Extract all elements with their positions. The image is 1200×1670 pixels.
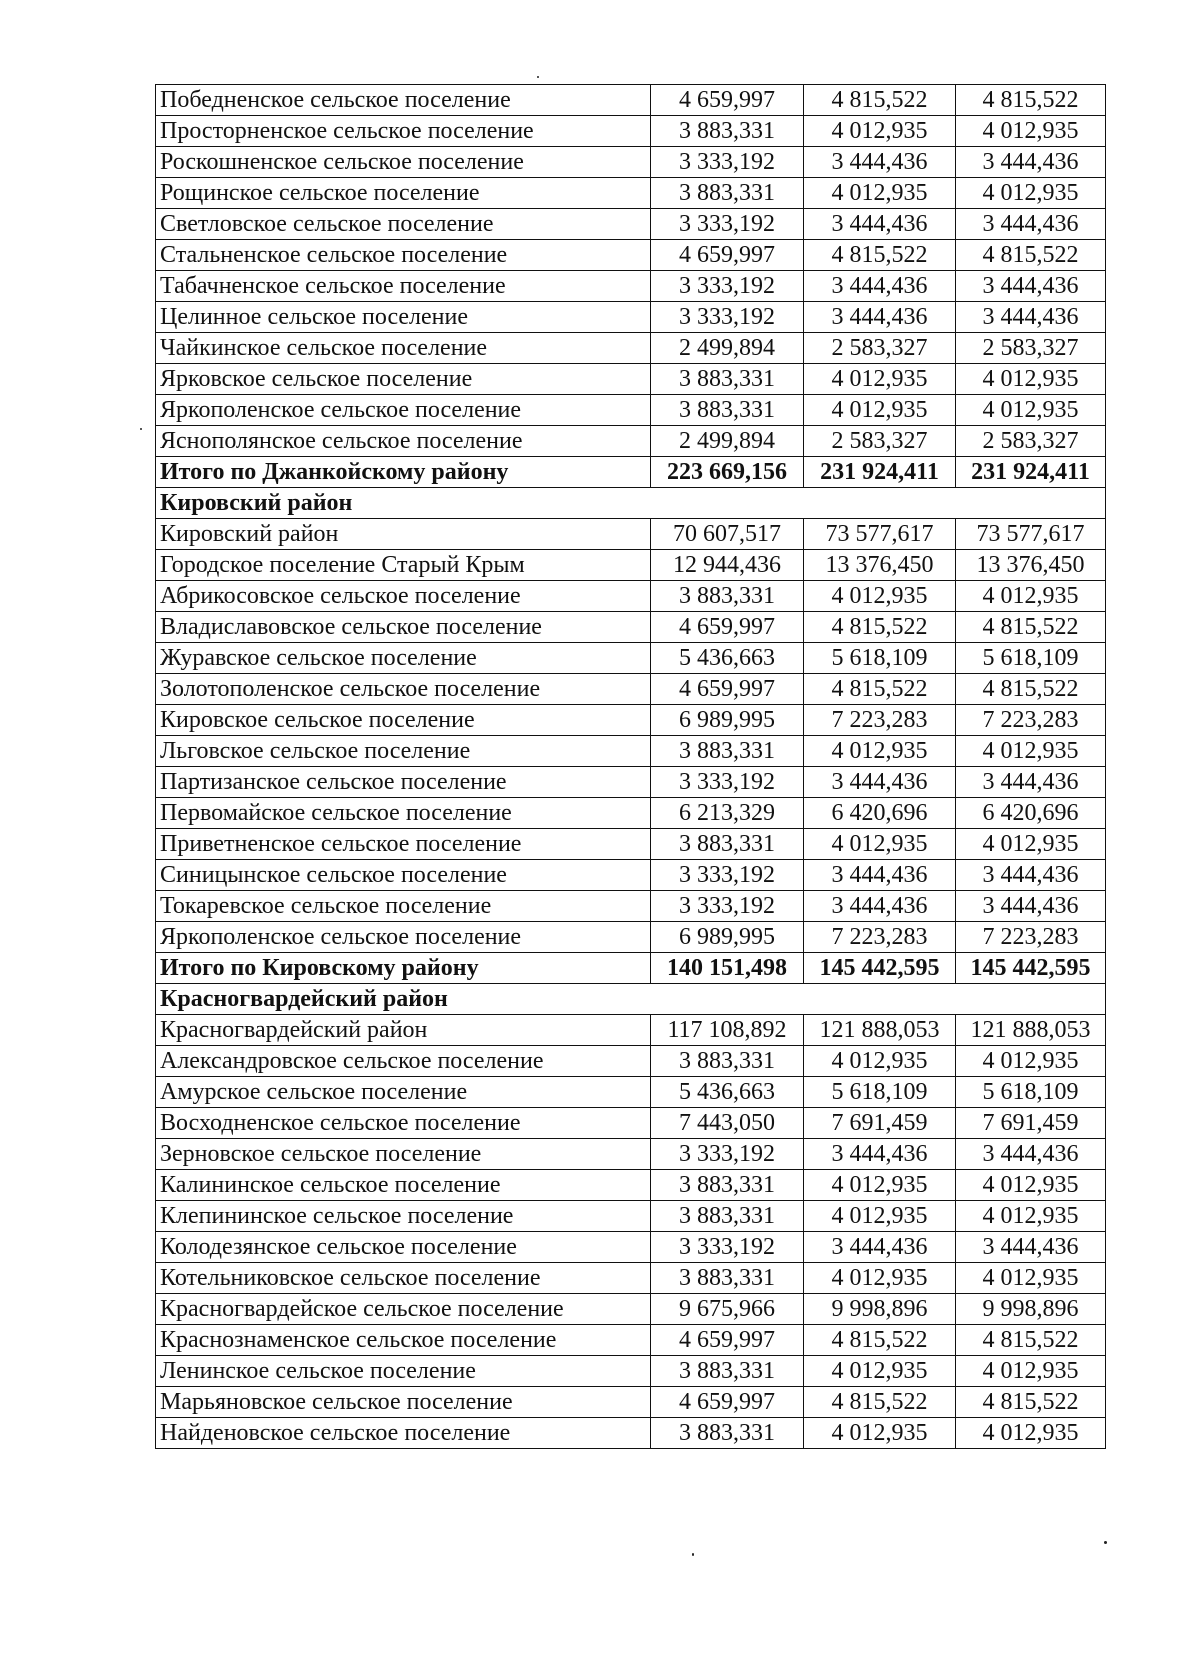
settlement-name-cell: Котельниковское сельское поселение <box>156 1263 651 1294</box>
value-cell-3: 4 815,522 <box>956 85 1106 116</box>
value-cell-3: 4 815,522 <box>956 674 1106 705</box>
settlement-name-cell: Синицынское сельское поселение <box>156 860 651 891</box>
value-cell-2: 6 420,696 <box>804 798 956 829</box>
value-cell-3: 2 583,327 <box>956 333 1106 364</box>
value-cell-2: 3 444,436 <box>804 209 956 240</box>
value-cell-1: 5 436,663 <box>651 1077 804 1108</box>
value-cell-1: 7 443,050 <box>651 1108 804 1139</box>
settlement-name-cell: Яркополенское сельское поселение <box>156 395 651 426</box>
value-cell-3: 4 012,935 <box>956 581 1106 612</box>
value-cell-3: 4 012,935 <box>956 1356 1106 1387</box>
value-cell-1: 6 213,329 <box>651 798 804 829</box>
table-row <box>156 333 1106 364</box>
table-row <box>156 1232 1106 1263</box>
value-cell-1: 4 659,997 <box>651 1325 804 1356</box>
value-cell-3: 4 012,935 <box>956 1263 1106 1294</box>
value-cell-1: 3 333,192 <box>651 271 804 302</box>
settlement-name-cell: Приветненское сельское поселение <box>156 829 651 860</box>
settlement-name-cell: Красногвардейское сельское поселение <box>156 1294 651 1325</box>
value-cell-3: 4 815,522 <box>956 612 1106 643</box>
value-cell-2: 4 012,935 <box>804 395 956 426</box>
value-cell-1: 9 675,966 <box>651 1294 804 1325</box>
value-cell-1: 2 499,894 <box>651 333 804 364</box>
value-cell-2: 4 815,522 <box>804 1387 956 1418</box>
value-cell-3: 5 618,109 <box>956 643 1106 674</box>
value-cell-2: 3 444,436 <box>804 302 956 333</box>
value-cell-1: 3 883,331 <box>651 1263 804 1294</box>
table-row <box>156 1263 1106 1294</box>
value-cell-3: 4 012,935 <box>956 178 1106 209</box>
table-row <box>156 1046 1106 1077</box>
value-cell-2: 73 577,617 <box>804 519 956 550</box>
settlement-name-cell: Яркополенское сельское поселение <box>156 922 651 953</box>
settlement-name-cell: Клепининское сельское поселение <box>156 1201 651 1232</box>
settlement-name-cell: Кировское сельское поселение <box>156 705 651 736</box>
value-cell-2: 9 998,896 <box>804 1294 956 1325</box>
value-cell-2: 4 012,935 <box>804 116 956 147</box>
settlement-name-cell: Александровское сельское поселение <box>156 1046 651 1077</box>
value-cell-2: 4 815,522 <box>804 612 956 643</box>
value-cell-3: 4 012,935 <box>956 1170 1106 1201</box>
table-row <box>156 240 1106 271</box>
value-cell-1: 3 333,192 <box>651 147 804 178</box>
section-header-row <box>156 984 1106 1015</box>
value-cell-2: 3 444,436 <box>804 1139 956 1170</box>
table-row <box>156 1015 1106 1046</box>
budget-allocation-table <box>155 84 1106 1449</box>
table-row <box>156 798 1106 829</box>
value-cell-2: 4 012,935 <box>804 1356 956 1387</box>
settlement-name-cell: Журавское сельское поселение <box>156 643 651 674</box>
settlement-name-cell: Чайкинское сельское поселение <box>156 333 651 364</box>
value-cell-2: 7 223,283 <box>804 705 956 736</box>
table-row <box>156 736 1106 767</box>
value-cell-3: 3 444,436 <box>956 209 1106 240</box>
value-cell-2: 3 444,436 <box>804 147 956 178</box>
value-cell-2: 2 583,327 <box>804 333 956 364</box>
value-cell-1: 3 883,331 <box>651 364 804 395</box>
settlement-name-cell: Зерновское сельское поселение <box>156 1139 651 1170</box>
table-row <box>156 891 1106 922</box>
table-row <box>156 705 1106 736</box>
value-cell-1: 3 883,331 <box>651 581 804 612</box>
value-cell-1: 4 659,997 <box>651 240 804 271</box>
table-row <box>156 1201 1106 1232</box>
settlement-name-cell: Льговское сельское поселение <box>156 736 651 767</box>
value-cell-1: 3 333,192 <box>651 1139 804 1170</box>
value-cell-2: 4 815,522 <box>804 674 956 705</box>
settlement-name-cell: Красногвардейский район <box>156 1015 651 1046</box>
value-cell-3: 7 691,459 <box>956 1108 1106 1139</box>
table-row <box>156 767 1106 798</box>
value-cell-1: 3 333,192 <box>651 767 804 798</box>
value-cell-1: 117 108,892 <box>651 1015 804 1046</box>
value-cell-2: 4 012,935 <box>804 581 956 612</box>
value-cell-1: 3 883,331 <box>651 736 804 767</box>
settlement-name-cell: Восходненское сельское поселение <box>156 1108 651 1139</box>
value-cell-2: 13 376,450 <box>804 550 956 581</box>
table-row <box>156 550 1106 581</box>
value-cell-3: 3 444,436 <box>956 302 1106 333</box>
table-row <box>156 829 1106 860</box>
settlement-name-cell: Ярковское сельское поселение <box>156 364 651 395</box>
value-cell-3: 4 815,522 <box>956 1387 1106 1418</box>
value-cell-1: 6 989,995 <box>651 922 804 953</box>
value-cell-1: 223 669,156 <box>651 457 804 488</box>
value-cell-3: 9 998,896 <box>956 1294 1106 1325</box>
value-cell-3: 4 012,935 <box>956 116 1106 147</box>
value-cell-3: 6 420,696 <box>956 798 1106 829</box>
settlement-name-cell: Найденовское сельское поселение <box>156 1418 651 1449</box>
value-cell-2: 4 012,935 <box>804 1418 956 1449</box>
value-cell-3: 4 815,522 <box>956 240 1106 271</box>
total-row <box>156 953 1106 984</box>
settlement-name-cell: Марьяновское сельское поселение <box>156 1387 651 1418</box>
table-row <box>156 519 1106 550</box>
value-cell-3: 2 583,327 <box>956 426 1106 457</box>
value-cell-3: 13 376,450 <box>956 550 1106 581</box>
value-cell-3: 3 444,436 <box>956 147 1106 178</box>
settlement-name-cell: Первомайское сельское поселение <box>156 798 651 829</box>
settlement-name-cell: Золотополенское сельское поселение <box>156 674 651 705</box>
value-cell-1: 3 883,331 <box>651 178 804 209</box>
scan-speck <box>692 1553 694 1556</box>
value-cell-1: 3 883,331 <box>651 829 804 860</box>
value-cell-3: 231 924,411 <box>956 457 1106 488</box>
settlement-name-cell: Амурское сельское поселение <box>156 1077 651 1108</box>
value-cell-1: 4 659,997 <box>651 1387 804 1418</box>
table-row <box>156 1356 1106 1387</box>
table-row <box>156 178 1106 209</box>
value-cell-2: 2 583,327 <box>804 426 956 457</box>
value-cell-3: 73 577,617 <box>956 519 1106 550</box>
section-header: Кировский район <box>156 488 1106 519</box>
settlement-name-cell: Кировский район <box>156 519 651 550</box>
value-cell-3: 3 444,436 <box>956 767 1106 798</box>
table-row <box>156 1387 1106 1418</box>
table-row <box>156 581 1106 612</box>
settlement-name-cell: Целинное сельское поселение <box>156 302 651 333</box>
value-cell-3: 4 815,522 <box>956 1325 1106 1356</box>
settlement-name-cell: Стальненское сельское поселение <box>156 240 651 271</box>
value-cell-2: 4 012,935 <box>804 1263 956 1294</box>
table-row <box>156 1325 1106 1356</box>
value-cell-2: 3 444,436 <box>804 891 956 922</box>
table-row <box>156 395 1106 426</box>
settlement-name-cell: Колодезянское сельское поселение <box>156 1232 651 1263</box>
value-cell-2: 7 691,459 <box>804 1108 956 1139</box>
settlement-name-cell: Ленинское сельское поселение <box>156 1356 651 1387</box>
value-cell-3: 5 618,109 <box>956 1077 1106 1108</box>
table-row <box>156 85 1106 116</box>
value-cell-1: 70 607,517 <box>651 519 804 550</box>
scan-speck <box>140 428 142 430</box>
value-cell-3: 145 442,595 <box>956 953 1106 984</box>
value-cell-1: 3 333,192 <box>651 302 804 333</box>
table-row <box>156 1294 1106 1325</box>
value-cell-1: 3 883,331 <box>651 116 804 147</box>
scan-speck <box>1104 1541 1107 1544</box>
value-cell-2: 4 012,935 <box>804 1170 956 1201</box>
value-cell-1: 4 659,997 <box>651 674 804 705</box>
table-row <box>156 612 1106 643</box>
table-row <box>156 1108 1106 1139</box>
settlement-name-cell: Табачненское сельское поселение <box>156 271 651 302</box>
value-cell-1: 3 333,192 <box>651 860 804 891</box>
value-cell-1: 2 499,894 <box>651 426 804 457</box>
value-cell-1: 3 883,331 <box>651 1356 804 1387</box>
value-cell-3: 3 444,436 <box>956 1139 1106 1170</box>
value-cell-3: 3 444,436 <box>956 271 1106 302</box>
section-header: Красногвардейский район <box>156 984 1106 1015</box>
value-cell-3: 4 012,935 <box>956 1418 1106 1449</box>
value-cell-3: 4 012,935 <box>956 1201 1106 1232</box>
value-cell-3: 4 012,935 <box>956 736 1106 767</box>
value-cell-3: 4 012,935 <box>956 829 1106 860</box>
value-cell-2: 4 012,935 <box>804 1046 956 1077</box>
table-row <box>156 302 1106 333</box>
value-cell-1: 3 883,331 <box>651 395 804 426</box>
table-row <box>156 271 1106 302</box>
settlement-name-cell: Итого по Кировскому району <box>156 953 651 984</box>
value-cell-2: 4 815,522 <box>804 1325 956 1356</box>
value-cell-2: 3 444,436 <box>804 767 956 798</box>
value-cell-1: 12 944,436 <box>651 550 804 581</box>
table-row <box>156 364 1106 395</box>
value-cell-1: 3 883,331 <box>651 1046 804 1077</box>
settlement-name-cell: Городское поселение Старый Крым <box>156 550 651 581</box>
settlement-name-cell: Итого по Джанкойскому району <box>156 457 651 488</box>
value-cell-2: 121 888,053 <box>804 1015 956 1046</box>
value-cell-1: 3 333,192 <box>651 1232 804 1263</box>
table-row <box>156 1139 1106 1170</box>
value-cell-2: 7 223,283 <box>804 922 956 953</box>
settlement-name-cell: Калининское сельское поселение <box>156 1170 651 1201</box>
value-cell-2: 4 815,522 <box>804 85 956 116</box>
settlement-name-cell: Просторненское сельское поселение <box>156 116 651 147</box>
settlement-name-cell: Партизанское сельское поселение <box>156 767 651 798</box>
table-row <box>156 1418 1106 1449</box>
value-cell-2: 4 012,935 <box>804 178 956 209</box>
value-cell-1: 4 659,997 <box>651 85 804 116</box>
value-cell-2: 4 012,935 <box>804 364 956 395</box>
value-cell-1: 4 659,997 <box>651 612 804 643</box>
value-cell-1: 3 883,331 <box>651 1170 804 1201</box>
table-body <box>156 85 1106 1449</box>
settlement-name-cell: Рощинское сельское поселение <box>156 178 651 209</box>
value-cell-2: 3 444,436 <box>804 1232 956 1263</box>
settlement-name-cell: Яснополянское сельское поселение <box>156 426 651 457</box>
value-cell-3: 3 444,436 <box>956 891 1106 922</box>
value-cell-2: 145 442,595 <box>804 953 956 984</box>
value-cell-2: 4 012,935 <box>804 829 956 860</box>
table-row <box>156 922 1106 953</box>
value-cell-3: 3 444,436 <box>956 1232 1106 1263</box>
table-row <box>156 116 1106 147</box>
value-cell-3: 4 012,935 <box>956 364 1106 395</box>
section-header-row <box>156 488 1106 519</box>
value-cell-1: 3 883,331 <box>651 1201 804 1232</box>
scan-speck <box>537 76 539 78</box>
total-row <box>156 457 1106 488</box>
value-cell-3: 7 223,283 <box>956 705 1106 736</box>
table-row <box>156 674 1106 705</box>
settlement-name-cell: Светловское сельское поселение <box>156 209 651 240</box>
value-cell-1: 3 333,192 <box>651 891 804 922</box>
settlement-name-cell: Победненское сельское поселение <box>156 85 651 116</box>
settlement-name-cell: Роскошненское сельское поселение <box>156 147 651 178</box>
table-row <box>156 147 1106 178</box>
value-cell-2: 5 618,109 <box>804 643 956 674</box>
table-row <box>156 1077 1106 1108</box>
settlement-name-cell: Токаревское сельское поселение <box>156 891 651 922</box>
table-row <box>156 209 1106 240</box>
table-row <box>156 1170 1106 1201</box>
value-cell-1: 3 883,331 <box>651 1418 804 1449</box>
value-cell-1: 140 151,498 <box>651 953 804 984</box>
table-row <box>156 643 1106 674</box>
value-cell-2: 231 924,411 <box>804 457 956 488</box>
table-row <box>156 860 1106 891</box>
value-cell-3: 7 223,283 <box>956 922 1106 953</box>
value-cell-3: 4 012,935 <box>956 1046 1106 1077</box>
value-cell-2: 3 444,436 <box>804 860 956 891</box>
settlement-name-cell: Абрикосовское сельское поселение <box>156 581 651 612</box>
value-cell-1: 3 333,192 <box>651 209 804 240</box>
value-cell-2: 5 618,109 <box>804 1077 956 1108</box>
settlement-name-cell: Владиславовское сельское поселение <box>156 612 651 643</box>
settlement-name-cell: Краснознаменское сельское поселение <box>156 1325 651 1356</box>
value-cell-3: 4 012,935 <box>956 395 1106 426</box>
value-cell-1: 6 989,995 <box>651 705 804 736</box>
value-cell-3: 121 888,053 <box>956 1015 1106 1046</box>
value-cell-2: 4 012,935 <box>804 1201 956 1232</box>
value-cell-1: 5 436,663 <box>651 643 804 674</box>
value-cell-2: 3 444,436 <box>804 271 956 302</box>
value-cell-2: 4 012,935 <box>804 736 956 767</box>
table-row <box>156 426 1106 457</box>
value-cell-2: 4 815,522 <box>804 240 956 271</box>
value-cell-3: 3 444,436 <box>956 860 1106 891</box>
